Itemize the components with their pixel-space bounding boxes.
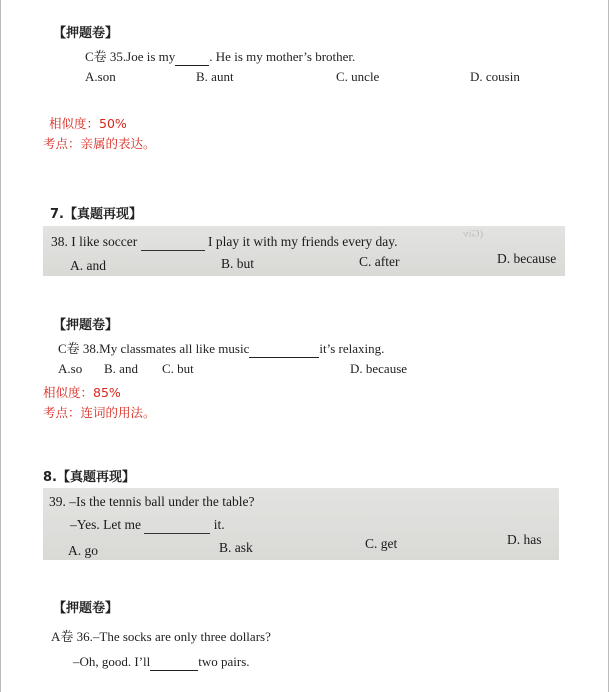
sec8-photo-line2 — [70, 517, 225, 534]
block2-question — [58, 338, 384, 358]
block3-line2-suffix: two pairs. — [198, 654, 250, 669]
sec8-photo — [43, 488, 559, 560]
block1-kaodian: 考点：亲属的表达。 — [43, 136, 156, 151]
block1-question-prefix: C卷 35.Joe is my — [85, 49, 176, 64]
block2-question-prefix: C卷 38.My classmates all like music — [58, 341, 250, 356]
block1-option-c: C. uncle — [336, 69, 380, 84]
sec7-photo-question-suffix: I play it with my friends every day. — [207, 234, 398, 249]
block3-line1: A卷 36.–The socks are only three dollars? — [51, 629, 271, 644]
block1-option-d: D. cousin — [470, 69, 520, 84]
answer-blank — [141, 234, 205, 251]
block2-option-d: D. because — [350, 361, 408, 376]
page-border-left — [0, 0, 1, 692]
sec7-photo-question-prefix: 38. I like soccer — [51, 234, 138, 249]
block3-line2-prefix: –Oh, good. I’ll — [73, 654, 151, 669]
sec8-photo-option-a: A. go — [68, 543, 98, 558]
answer-blank — [175, 49, 209, 66]
sec7-photo-option-b: B. but — [221, 256, 255, 271]
sec8-photo-line2-suffix: it. — [213, 517, 225, 532]
block2-option-c: C. but — [162, 361, 194, 376]
block1-tag: 【押题卷】 — [53, 26, 119, 41]
block2-kaodian: 考点：连词的用法。 — [43, 405, 156, 420]
block3-tag: 【押题卷】 — [53, 601, 119, 616]
sec7-heading: 7.【真题再现】 — [50, 207, 142, 222]
sec8-photo-option-d: D. has — [507, 532, 542, 547]
sec7-photo-option-d: D. because — [497, 251, 557, 266]
sec8-photo-line1: 39. –Is the tennis ball under the table? — [49, 494, 255, 509]
block2-similarity: 相似度：85% — [43, 385, 121, 400]
answer-blank — [150, 654, 198, 671]
sec8-heading: 8.【真题再现】 — [43, 470, 135, 485]
block2-option-a: A.so — [58, 361, 83, 376]
block1-question — [85, 46, 355, 66]
block1-similarity: 相似度：50% — [49, 116, 127, 131]
block1-question-suffix: . He is my mother’s brother. — [209, 49, 356, 64]
sec8-photo-option-c: C. get — [365, 536, 398, 551]
sec7-photo — [43, 226, 565, 276]
sec7-photo-option-c: C. after — [359, 254, 400, 269]
sec7-photo-question — [51, 234, 398, 251]
sec7-photo-option-a: A. and — [70, 258, 106, 273]
answer-blank — [249, 341, 319, 358]
sec8-photo-option-b: B. ask — [219, 540, 253, 555]
block2-question-suffix: it’s relaxing. — [319, 341, 385, 356]
block3-line2 — [73, 654, 250, 671]
block2-tag: 【押题卷】 — [53, 318, 119, 333]
sec8-photo-line2-prefix: –Yes. Let me — [70, 517, 142, 532]
block2-option-b: B. and — [104, 361, 138, 376]
block1-option-a: A.son — [85, 69, 116, 84]
answer-blank — [144, 517, 210, 534]
bleed-text: (Giv — [463, 228, 484, 240]
block1-option-b: B. aunt — [196, 69, 234, 84]
